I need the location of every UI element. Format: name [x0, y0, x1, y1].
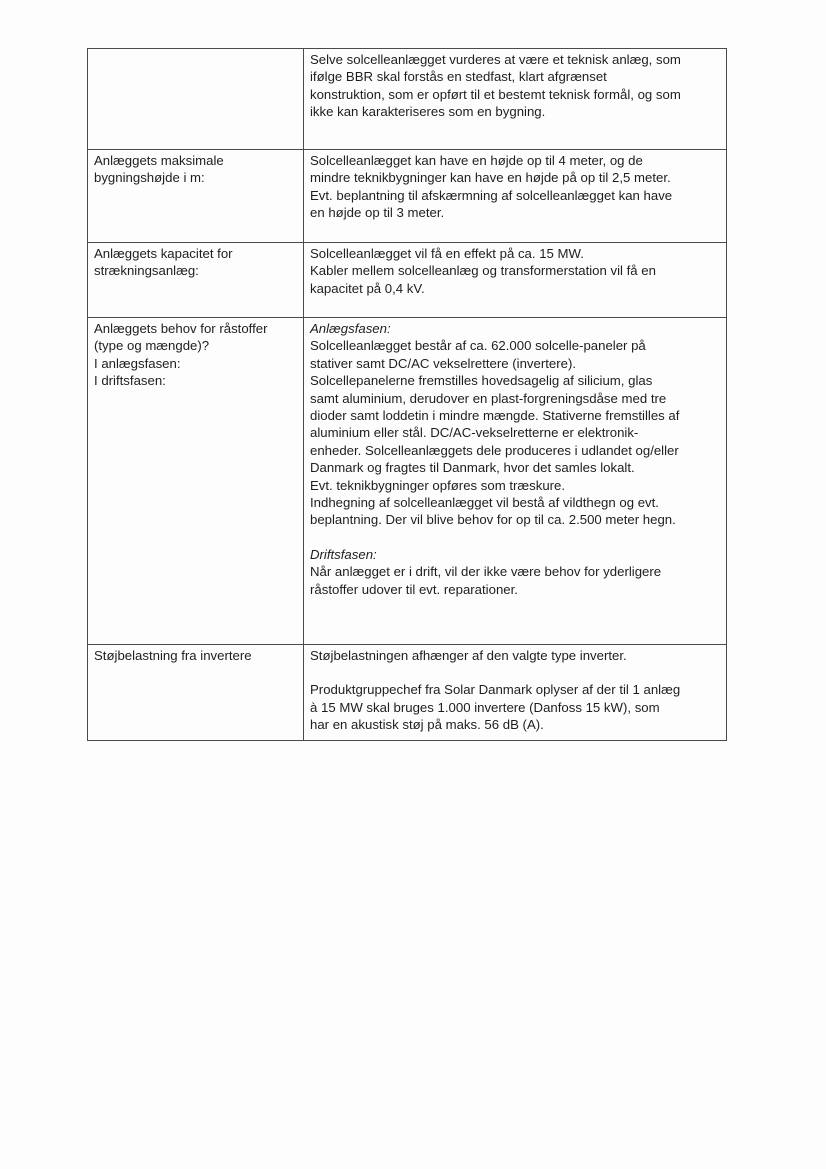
- technical-facility-description: [304, 49, 727, 150]
- label-line: bygningshøjde i m:: [94, 170, 205, 186]
- label-line: Anlæggets kapacitet for: [94, 246, 233, 261]
- noise-description: [304, 645, 727, 741]
- row-label-raw-materials: [88, 318, 304, 645]
- text-line: ifølge BBR skal forstås en stedfast, klart afgrænset: [310, 69, 607, 85]
- text-line: Produktgruppechef fra Solar Danmark oplyser af der til 1 anlæg: [310, 682, 681, 698]
- table-row: [88, 243, 727, 318]
- table-row: [88, 150, 727, 243]
- label-line: strækningsanlæg:: [94, 263, 199, 279]
- paragraph-gap: [310, 529, 720, 546]
- text-line: råstoffer udover til evt. reparationer.: [310, 581, 518, 597]
- text-line: Solcelleanlægget kan have en højde op til 4 meter, og de: [310, 153, 643, 168]
- text-line: enheder. Solcelleanlæggets dele produceres i udlandet og/eller: [310, 442, 679, 458]
- label-line: (type og mængde)?: [94, 338, 210, 354]
- text-line: en højde op til 3 meter.: [310, 205, 445, 221]
- text-line: Når anlægget er i drift, vil der ikke være behov for yderligere: [310, 564, 662, 580]
- text-line: aluminium eller stål. DC/AC-vekselretterne er elektronik-: [310, 425, 639, 441]
- text-line: beplantning. Der vil blive behov for op til ca. 2.500 meter hegn.: [310, 512, 676, 528]
- text-line: Solcelleanlægget vil få en effekt på ca. 15 MW.: [310, 246, 584, 261]
- text-line: samt aluminium, derudover en plast-forgreningsdåse med tre: [310, 390, 667, 406]
- capacity-description: [304, 243, 727, 318]
- table-row: [88, 318, 727, 645]
- text-line: mindre teknikbygninger kan have en højde på op til 2,5 meter.: [310, 170, 671, 186]
- text-line: ikke kan karakteriseres som en bygning.: [310, 104, 546, 120]
- label-line: Anlæggets maksimale: [94, 153, 224, 168]
- text-line: stativer samt DC/AC vekselrettere (invertere).: [310, 355, 577, 371]
- text-line: Solcelleanlægget består af ca. 62.000 solcelle-paneler på: [310, 338, 646, 354]
- row-label-capacity: [88, 243, 304, 318]
- raw-materials-description: [304, 318, 727, 645]
- text-line: konstruktion, som er opført til et bestemt teknisk formål, og som: [310, 86, 681, 102]
- text-line: har en akustisk støj på maks. 56 dB (A).: [310, 717, 544, 733]
- max-height-description: [304, 150, 727, 243]
- text-line: Solcellepanelerne fremstilles hovedsagelig af silicium, glas: [310, 373, 653, 389]
- row-label-noise: [88, 645, 304, 741]
- label-line: I anlægsfasen:: [94, 355, 181, 371]
- text-line: Indhegning af solcelleanlægget vil bestå af vildthegn og evt.: [310, 495, 659, 511]
- label-line: I driftsfasen:: [94, 373, 166, 389]
- text-line: Evt. teknikbygninger opføres som træskure.: [310, 477, 566, 493]
- text-line: Selve solcelleanlægget vurderes at være et teknisk anlæg, som: [310, 52, 681, 67]
- label-line: Anlæggets behov for råstoffer: [94, 321, 268, 336]
- table-row: [88, 49, 727, 150]
- row-label-max-height: [88, 150, 304, 243]
- text-line: Støjbelastningen afhænger af den valgte type inverter.: [310, 648, 627, 663]
- label-line: Støjbelastning fra invertere: [94, 648, 252, 663]
- text-line: Evt. beplantning til afskærmning af solcelleanlægget kan have: [310, 187, 673, 203]
- text-line: à 15 MW skal bruges 1.000 invertere (Danfoss 15 kW), som: [310, 699, 660, 715]
- construction-phase-heading: Anlægsfasen:: [310, 321, 391, 336]
- text-line: Kabler mellem solcelleanlæg og transformerstation vil få en: [310, 263, 656, 279]
- text-line: Danmark og fragtes til Danmark, hvor det samles lokalt.: [310, 460, 635, 476]
- text-line: dioder samt loddetin i mindre mængde. Stativerne fremstilles af: [310, 408, 680, 424]
- paragraph-gap: [310, 664, 720, 681]
- table-row: [88, 645, 727, 741]
- operation-phase-heading: Driftsfasen:: [310, 546, 377, 562]
- text-line: kapacitet på 0,4 kV.: [310, 280, 425, 296]
- row-label-empty: [88, 49, 304, 150]
- info-table: [87, 48, 727, 741]
